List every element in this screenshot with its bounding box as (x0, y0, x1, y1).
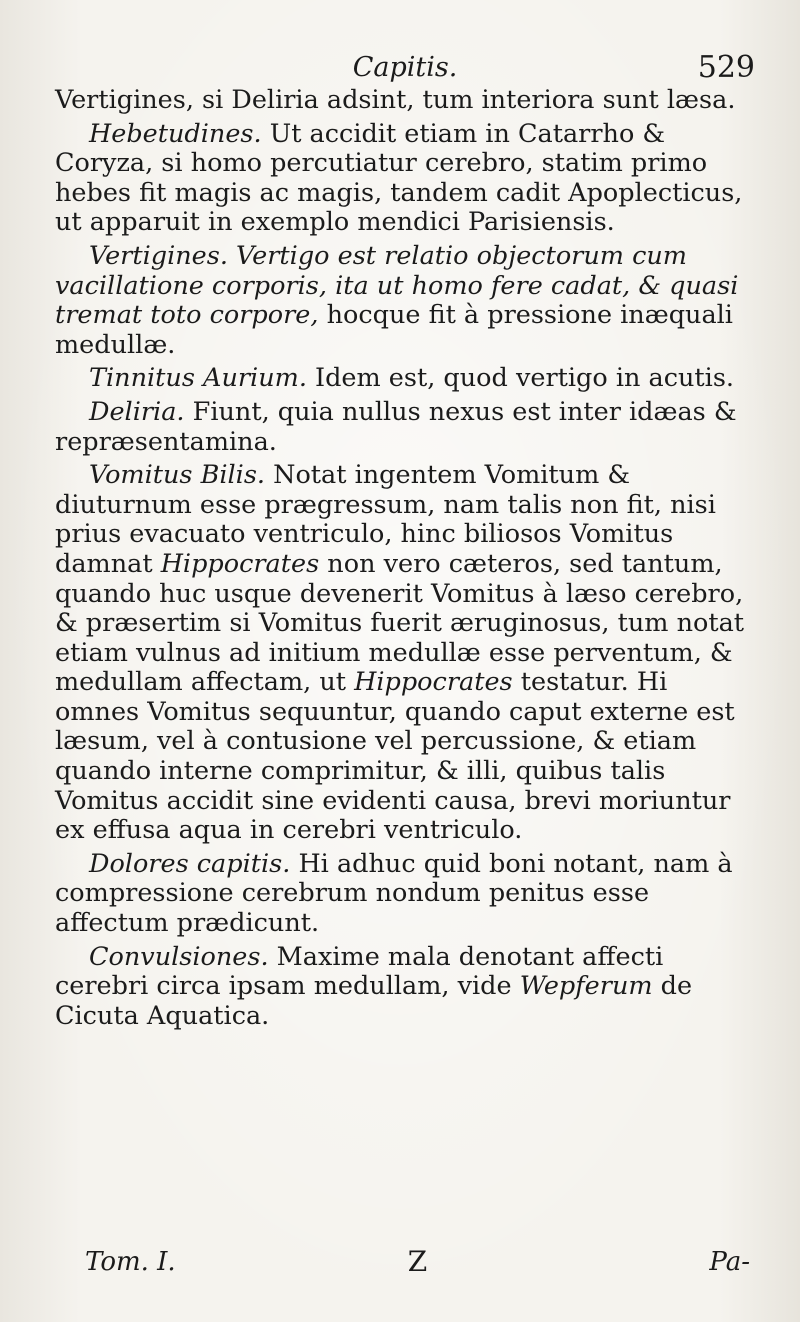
paragraph-deliria (55, 398, 755, 457)
running-title: Capitis. (352, 52, 458, 83)
paragraph-dolores (55, 850, 755, 939)
paragraph-vomitus (55, 461, 755, 846)
paragraph-vertigines (55, 242, 755, 360)
running-header (55, 48, 755, 88)
page-footer (85, 1242, 750, 1282)
volume-label: Tom. I. (85, 1247, 176, 1277)
paragraph-vertigines-intro (55, 86, 755, 116)
paragraph-text: Maxime mala denotant affecti cerebri circa ipsam medullam, vide (55, 941, 664, 1002)
definition-italic: Vertigo est relatio objectorum cum vacillatione corporis, ita ut homo fere cadat, & quasi tremat toto corpore, (55, 240, 739, 331)
author-name: Hippocrates (354, 667, 513, 698)
paragraph-text: Hi adhuc quid boni notant, nam à compressione cerebrum nondum penitus esse affectum prædicunt. (55, 848, 733, 939)
lemma-heading: Convulsiones. (89, 941, 269, 972)
paragraph-text: non vero cæteros, sed tantum, quando huc usque devenerit Vomitus à læso cerebro, & præsertim si Vomitus fuerit æruginosus, tum notat etiam vulnus ad initium medullæ esse perventum, & medullam affectam, ut (55, 548, 745, 698)
lemma-heading: Dolores capitis. (89, 848, 291, 879)
author-name: Wepferum (519, 971, 653, 1002)
paragraph-text: Idem est, quod vertigo in acutis. (306, 363, 735, 394)
paragraph-text: testatur. Hi omnes Vomitus sequuntur, quando caput externe est læsum, vel à contusione vel percussione, & etiam quando interne comprimitur, & illi, quibus talis Vomitus accidit sine evidenti causa, brevi moriuntur ex effusa aqua in cerebri ventriculo. (55, 667, 735, 846)
paragraph-text: de Cicuta Aquatica. (55, 971, 693, 1031)
paragraph-tinnitus (55, 364, 755, 394)
paragraph-hebetudines (55, 120, 755, 238)
paragraph-convulsiones (55, 943, 755, 1032)
body-text (55, 86, 755, 1031)
paragraph-text: hocque fit à pressione inæquali medullæ. (55, 300, 733, 360)
page-number: 529 (697, 50, 755, 85)
lemma-heading: Deliria. (89, 396, 185, 427)
paragraph-text: Ut accidit etiam in Catarrho & Coryza, si homo percutiatur cerebro, statim primo hebes fit magis ac magis, tandem cadit Apoplecticus, ut apparuit in exemplo mendici Parisiensis. (55, 118, 743, 238)
lemma-heading: Tinnitus Aurium. (89, 363, 307, 394)
catchword: Pa- (709, 1247, 750, 1277)
signature-mark: Z (407, 1245, 428, 1278)
lemma-heading: Vertigines. (89, 240, 228, 271)
lemma-heading: Hebetudines. (89, 118, 262, 149)
paragraph-text: Fiunt, quia nullus nexus est inter idæas & repræsentamina. (55, 396, 737, 457)
author-name: Hippocrates (160, 548, 320, 579)
paragraph-text: Vertigines, si Deliria adsint, tum interiora sunt læsa. (55, 85, 736, 115)
lemma-heading: Vomitus Bilis. (89, 460, 266, 491)
paragraph-text: Notat ingentem Vomitum & diuturnum esse prægressum, nam talis non fit, nisi prius evacuato ventriculo, hinc biliosos Vomitus damnat (55, 460, 716, 579)
